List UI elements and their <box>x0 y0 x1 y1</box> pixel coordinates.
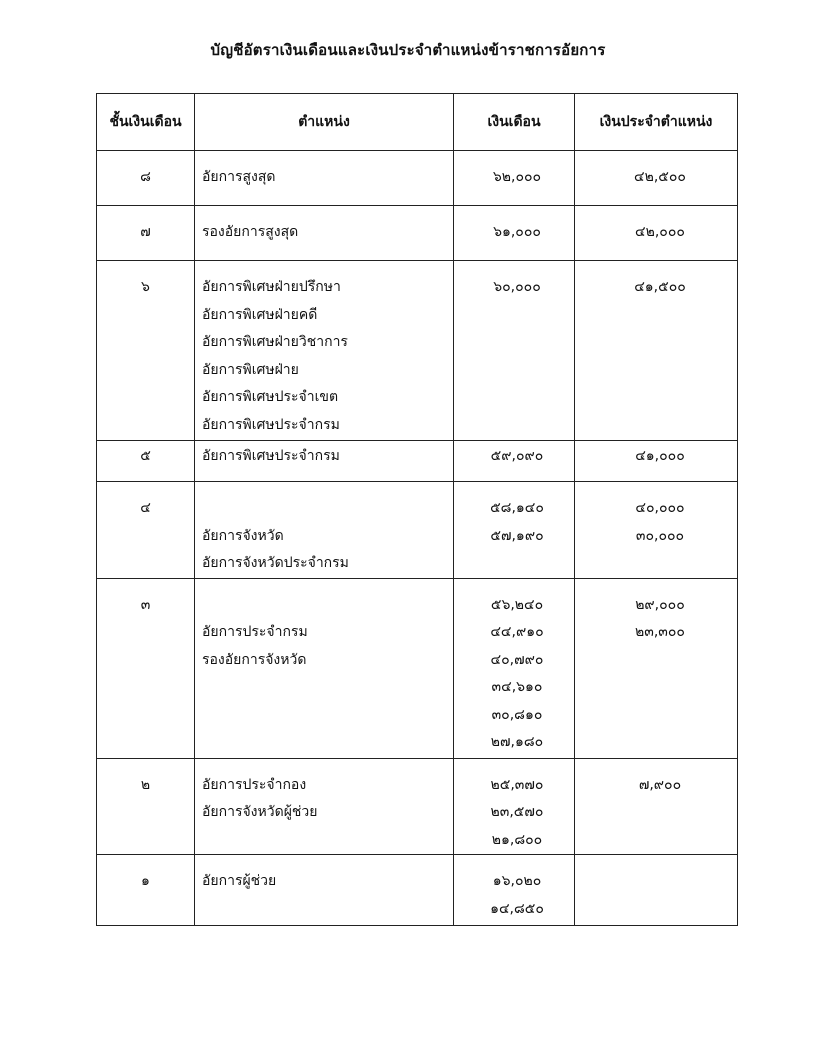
level-cell-line: ๗ <box>140 224 151 240</box>
allowance-cell-line: ๓๐,๐๐๐ <box>635 527 685 544</box>
salary-cell-line: ๖๑,๐๐๐ <box>493 224 541 240</box>
allowance-cell <box>575 261 738 441</box>
position-cell-line: อัยการจังหวัดประจำกรม <box>202 555 349 571</box>
allowance-cell <box>575 855 738 926</box>
column-header-salary: เงินเดือน <box>454 94 575 151</box>
level-cell-line: ๘ <box>140 169 151 185</box>
allowance-cell-line: ๗,๙๐๐ <box>638 776 682 793</box>
salary-cell-line: ๒๑,๘๐๐ <box>491 831 543 848</box>
position-cell-line: รองอัยการสูงสุด <box>202 224 299 240</box>
position-cell-line: อัยการจังหวัดผู้ช่วย <box>202 804 318 820</box>
position-cell-line: อัยการสูงสุด <box>202 169 276 185</box>
table-body <box>97 151 738 926</box>
allowance-cell-line: ๒๓,๓๐๐ <box>635 624 685 640</box>
allowance-cell-line: ๔๑,๕๐๐ <box>634 279 686 295</box>
salary-table <box>96 93 738 926</box>
position-cell <box>195 758 454 855</box>
salary-cell-line: ๒๓,๕๗๐ <box>490 804 544 820</box>
level-cell <box>97 206 195 261</box>
position-cell <box>195 578 454 758</box>
salary-cell-line: ๔๐,๗๙๐ <box>490 651 544 668</box>
position-cell-line: อัยการประจำกอง <box>202 776 307 793</box>
level-cell <box>97 758 195 855</box>
position-cell <box>195 151 454 206</box>
table-row <box>97 206 738 261</box>
level-cell <box>97 855 195 926</box>
salary-cell <box>454 261 575 441</box>
table-row <box>97 151 738 206</box>
allowance-cell-line: ๔๑,๐๐๐ <box>635 448 685 464</box>
salary-cell <box>454 758 575 855</box>
salary-cell <box>454 206 575 261</box>
position-cell <box>195 261 454 441</box>
salary-cell-line: ๒๕,๓๗๐ <box>490 776 544 793</box>
salary-cell-line: ๕๖,๒๔๐ <box>490 596 544 613</box>
document-title: บัญชีอัตราเงินเดือนและเงินประจำตำแหน่งข้าราชการอัยการ <box>210 41 606 59</box>
level-cell-line: ๑ <box>141 873 150 889</box>
position-cell-line: รองอัยการจังหวัด <box>202 651 307 668</box>
salary-cell <box>454 855 575 926</box>
salary-cell-line: ๕๙,๐๙๐ <box>490 448 544 464</box>
column-header-allowance: เงินประจำตำแหน่ง <box>575 94 738 151</box>
position-cell-line: อัยการพิเศษฝ่ายคดี <box>202 306 318 323</box>
position-cell-line: อัยการประจำกรม <box>202 624 308 640</box>
salary-cell-line: ๕๘,๑๔๐ <box>490 500 544 516</box>
position-cell-line <box>195 592 453 620</box>
level-cell-line: ๕ <box>140 448 151 464</box>
level-cell <box>97 261 195 441</box>
salary-cell-line: ๓๔,๖๑๐ <box>491 679 543 695</box>
level-cell <box>97 441 195 482</box>
column-header-position: ตำแหน่ง <box>195 94 454 151</box>
salary-cell <box>454 482 575 579</box>
position-cell <box>195 441 454 482</box>
allowance-cell <box>575 758 738 855</box>
allowance-cell-line: ๔๒,๐๐๐ <box>635 224 685 240</box>
position-cell <box>195 482 454 579</box>
position-cell-line: อัยการพิเศษฝ่ายปรึกษา <box>202 279 341 295</box>
position-cell-line: อัยการพิเศษประจำกรม <box>202 416 340 433</box>
salary-cell <box>454 441 575 482</box>
level-cell-line: ๖ <box>141 279 150 295</box>
table-header-row <box>97 94 738 151</box>
table-row <box>97 578 738 758</box>
allowance-cell <box>575 482 738 579</box>
table-row <box>97 855 738 926</box>
column-header-level: ชั้นเงินเดือน <box>97 94 195 151</box>
table-row <box>97 482 738 579</box>
level-cell <box>97 482 195 579</box>
salary-cell <box>454 578 575 758</box>
level-cell-line: ๔ <box>140 500 151 516</box>
allowance-cell-line: ๔๐,๐๐๐ <box>635 500 685 516</box>
allowance-cell <box>575 578 738 758</box>
table-row <box>97 441 738 482</box>
salary-cell-line: ๔๔,๙๑๐ <box>490 624 544 640</box>
position-cell-line: อัยการผู้ช่วย <box>202 873 277 889</box>
salary-cell-line: ๖๐,๐๐๐ <box>493 279 541 295</box>
allowance-cell <box>575 206 738 261</box>
position-cell <box>195 855 454 926</box>
position-cell-line: อัยการพิเศษประจำกรม <box>202 448 340 464</box>
salary-cell-line: ๓๐,๘๑๐ <box>491 706 543 723</box>
salary-cell-line: ๕๗,๑๙๐ <box>490 527 544 544</box>
allowance-cell-line: ๒๙,๐๐๐ <box>635 596 685 613</box>
level-cell <box>97 578 195 758</box>
salary-cell-line: ๑๔,๘๕๐ <box>490 900 544 917</box>
allowance-cell-line: ๔๒,๕๐๐ <box>634 169 686 185</box>
salary-cell-line: ๖๒,๐๐๐ <box>492 169 542 185</box>
position-cell-line <box>195 495 453 523</box>
position-cell <box>195 206 454 261</box>
table-row <box>97 758 738 855</box>
salary-cell-line: ๒๗,๑๘๐ <box>490 734 544 750</box>
level-cell-line: ๒ <box>140 776 151 793</box>
salary-cell-line: ๑๖,๐๒๐ <box>492 873 542 889</box>
position-cell-line: อัยการพิเศษฝ่ายวิชาการ <box>202 334 348 350</box>
table-row <box>97 261 738 441</box>
allowance-cell <box>575 151 738 206</box>
position-cell-line: อัยการพิเศษฝ่าย <box>202 361 299 378</box>
allowance-cell <box>575 441 738 482</box>
position-cell-line: อัยการพิเศษประจำเขต <box>202 389 339 405</box>
level-cell <box>97 151 195 206</box>
salary-cell <box>454 151 575 206</box>
position-cell-line: อัยการจังหวัด <box>202 527 284 544</box>
level-cell-line: ๓ <box>140 596 151 613</box>
